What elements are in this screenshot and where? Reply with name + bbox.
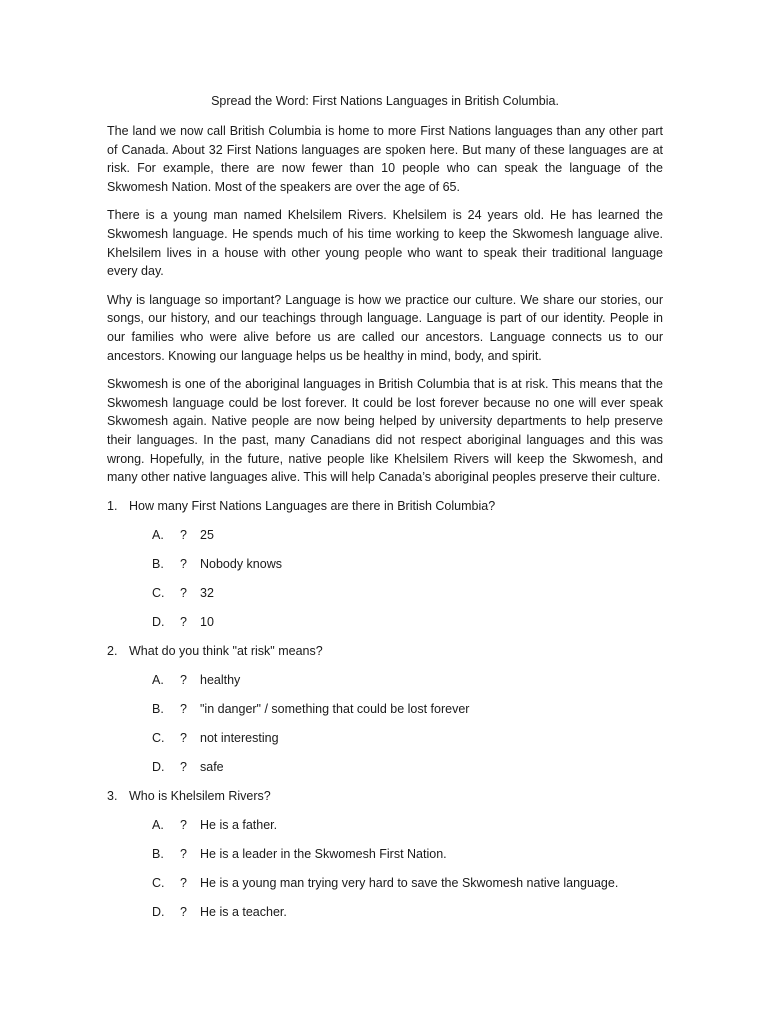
option-letter: B.: [152, 701, 164, 716]
checkbox-icon[interactable]: ?: [180, 730, 187, 745]
option-letter: D.: [152, 759, 165, 774]
checkbox-icon[interactable]: ?: [180, 846, 187, 861]
question-2-prompt: [107, 642, 663, 660]
question-1-prompt: [107, 497, 663, 515]
option-letter: B.: [152, 556, 164, 571]
option-3b[interactable]: [107, 845, 663, 863]
option-letter: A.: [152, 672, 164, 687]
question-number: 1.: [107, 498, 118, 513]
question-number: 3.: [107, 788, 118, 803]
question-2: [107, 642, 663, 776]
option-letter: A.: [152, 527, 164, 542]
option-letter: C.: [152, 585, 165, 600]
question-3-prompt: [107, 787, 663, 805]
option-text: "in danger" / something that could be lost forever: [200, 701, 470, 716]
option-2b[interactable]: [107, 700, 663, 718]
question-3-options: [107, 816, 663, 921]
question-3: [107, 787, 663, 921]
option-letter: A.: [152, 817, 164, 832]
question-number: 2.: [107, 643, 118, 658]
option-text: He is a teacher.: [200, 904, 287, 919]
document-title: Spread the Word: First Nations Languages in British Columbia.: [211, 94, 559, 108]
checkbox-icon[interactable]: ?: [180, 904, 187, 919]
option-1d[interactable]: [107, 613, 663, 631]
checkbox-icon[interactable]: ?: [180, 585, 187, 600]
option-1a[interactable]: [107, 526, 663, 544]
checkbox-icon[interactable]: ?: [180, 817, 187, 832]
checkbox-icon[interactable]: ?: [180, 614, 187, 629]
checkbox-icon[interactable]: ?: [180, 527, 187, 542]
option-1b[interactable]: [107, 555, 663, 573]
option-text: not interesting: [200, 730, 279, 745]
question-text: How many First Nations Languages are there in British Columbia?: [129, 498, 496, 513]
option-letter: D.: [152, 614, 165, 629]
option-1c[interactable]: [107, 584, 663, 602]
checkbox-icon[interactable]: ?: [180, 672, 187, 687]
paragraph-1: The land we now call British Columbia is home to more First Nations languages than any other part of Canada. About 32 First Nations languages are spoken here. But many of these languages are at risk. For example, there are now fewer than 10 people who can speak the language of the Skwomesh Nation. Most of the speakers are over the age of 65.: [107, 124, 663, 194]
option-text: 25: [200, 527, 214, 542]
option-letter: B.: [152, 846, 164, 861]
paragraph-3: Why is language so important? Language is how we practice our culture. We share our stories, our songs, our history, and our teachings through language. Language is part of our identity. People in our families who were alive before us are called our ancestors. Language connects us to our ancestors. Knowing our language helps us be healthy in mind, body, and spirit.: [107, 292, 663, 363]
question-text: What do you think "at risk" means?: [129, 643, 323, 658]
option-text: safe: [200, 759, 224, 774]
option-3a[interactable]: [107, 816, 663, 834]
option-3c[interactable]: [107, 874, 663, 892]
option-text: healthy: [200, 672, 241, 687]
option-2a[interactable]: [107, 671, 663, 689]
option-2d[interactable]: [107, 758, 663, 776]
checkbox-icon[interactable]: ?: [180, 759, 187, 774]
question-2-options: [107, 671, 663, 776]
option-letter: C.: [152, 730, 165, 745]
option-3d[interactable]: [107, 903, 663, 921]
checkbox-icon[interactable]: ?: [180, 556, 187, 571]
option-letter: C.: [152, 875, 165, 890]
option-text: He is a leader in the Skwomesh First Nation.: [200, 846, 447, 861]
checkbox-icon[interactable]: ?: [180, 875, 187, 890]
option-text: 32: [200, 585, 214, 600]
question-1: [107, 497, 663, 631]
checkbox-icon[interactable]: ?: [180, 701, 187, 716]
paragraph-4: Skwomesh is one of the aboriginal languages in British Columbia that is at risk. This means that the Skwomesh language could be lost forever. It could be lost forever because no one will ever speak Skwomesh again. Native people are now being helped by university departments to help preserve their languages. In the past, many Canadians did not respect aboriginal languages and this was wrong. Hopefully, in the future, native people like Khelsilem Rivers will keep the Skwomesh, and many other native languages alive. This will help Canada’s aboriginal peoples preserve their culture.: [107, 377, 663, 485]
option-2c[interactable]: [107, 729, 663, 747]
option-letter: D.: [152, 904, 165, 919]
option-text: Nobody knows: [200, 556, 282, 571]
option-text: He is a father.: [200, 817, 278, 832]
option-text: 10: [200, 614, 214, 629]
question-1-options: [107, 526, 663, 631]
option-text: He is a young man trying very hard to save the Skwomesh native language.: [200, 875, 619, 890]
question-text: Who is Khelsilem Rivers?: [129, 788, 271, 803]
document-page: [107, 92, 663, 932]
paragraph-2: There is a young man named Khelsilem Rivers. Khelsilem is 24 years old. He has learned the Skwomesh language. He spends much of his time working to keep the Skwomesh language alive. Khelsilem lives in a house with other young people who want to speak their traditional language every day.: [107, 208, 663, 279]
